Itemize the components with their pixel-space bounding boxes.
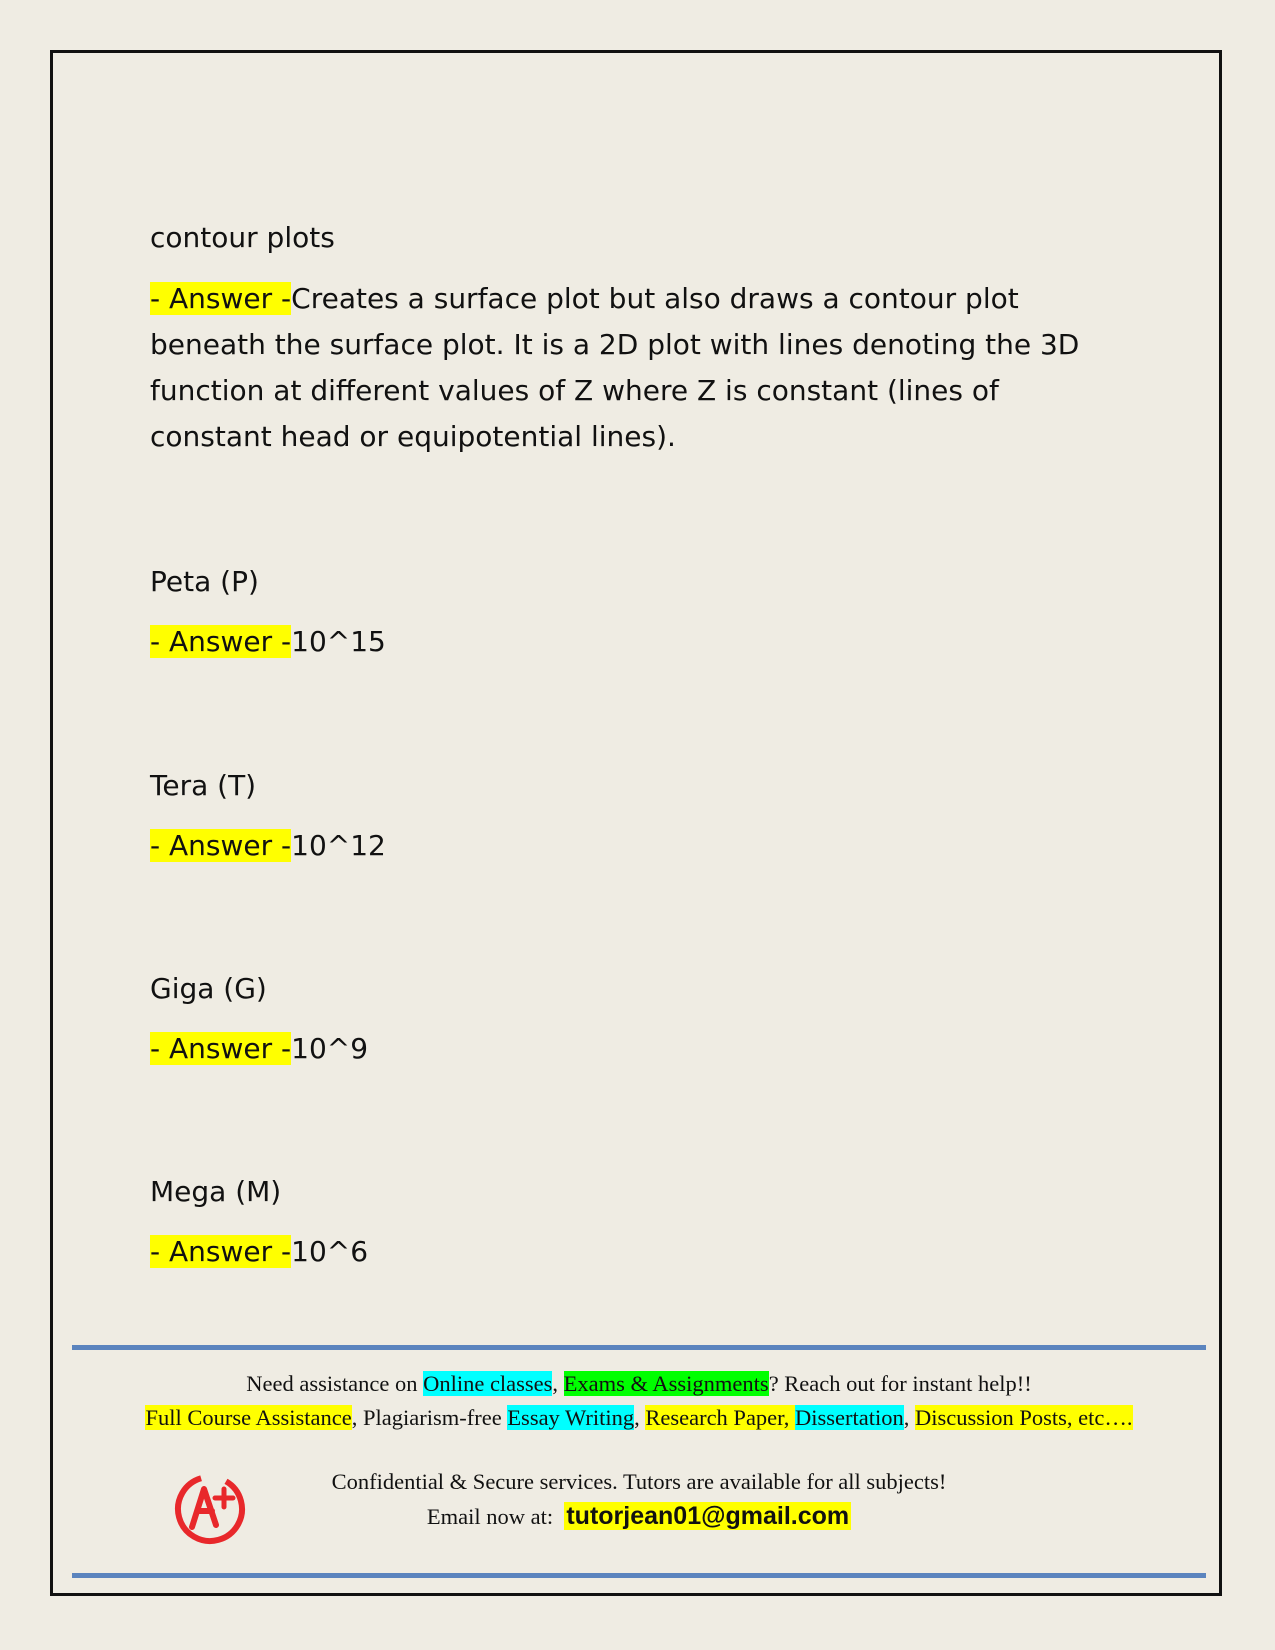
answer-label: - Answer - <box>150 829 292 862</box>
qa-entry <box>150 564 1120 665</box>
qa-entry <box>150 220 1120 460</box>
footer-bottom-rule <box>72 1573 1206 1578</box>
footer-text: ? Reach out for instant help!! <box>768 1371 1032 1396</box>
online-classes-highlight: Online classes <box>423 1371 553 1396</box>
answer-text <box>150 1228 1120 1275</box>
qa-entry <box>150 971 1120 1072</box>
full-course-highlight: Full Course Assistance <box>145 1405 352 1430</box>
research-paper-highlight: Research Paper, <box>645 1405 796 1430</box>
qa-entry <box>150 768 1120 869</box>
footer-line-1 <box>72 1367 1206 1401</box>
answer-label: - Answer - <box>150 1032 292 1065</box>
footer-text: , <box>634 1405 646 1430</box>
answer-label: - Answer - <box>150 1235 292 1268</box>
footer-text: , Plagiarism-free <box>351 1405 508 1430</box>
answer-text <box>150 822 1120 869</box>
email-address[interactable]: tutorjean01@gmail.com <box>566 1502 850 1530</box>
footer-text: , <box>903 1405 915 1430</box>
qa-entry <box>150 1174 1120 1275</box>
footer-line-2 <box>72 1401 1206 1435</box>
answer-text <box>150 1025 1120 1072</box>
footer-email-line <box>72 1499 1206 1534</box>
email-label: Email now at: <box>426 1504 565 1529</box>
answer-value: 10^6 <box>291 1235 369 1268</box>
question-text: contour plots <box>150 221 335 254</box>
discussion-posts-highlight: Discussion Posts, etc…. <box>915 1405 1133 1430</box>
answer-label: - Answer - <box>150 282 292 315</box>
answer-value: 10^9 <box>291 1032 369 1065</box>
answer-value: Creates a surface plot but also draws a contour plot beneath the surface plot. It is a 2D plot with lines denoting the 3D function at different values of Z where Z is constant (lines of constant head or equipotential lines). <box>150 282 1080 453</box>
answer-text <box>150 618 1120 665</box>
exams-assignments-highlight: Exams & Assignments <box>563 1371 769 1396</box>
footer-text: Need assistance on <box>246 1371 424 1396</box>
dissertation-highlight: Dissertation <box>795 1405 904 1430</box>
question-text: Giga (G) <box>150 972 267 1005</box>
question-text: Peta (P) <box>150 565 259 598</box>
footer-text: , <box>552 1371 564 1396</box>
answer-text <box>150 276 1120 460</box>
footer-top-rule <box>72 1345 1206 1350</box>
answer-value: 10^12 <box>291 829 386 862</box>
essay-writing-highlight: Essay Writing <box>507 1405 635 1430</box>
answer-label: - Answer - <box>150 625 292 658</box>
question-text: Mega (M) <box>150 1175 282 1208</box>
question-text: Tera (T) <box>150 769 257 802</box>
footer-line-3: Confidential & Secure services. Tutors are available for all subjects! <box>331 1469 947 1494</box>
answer-value: 10^15 <box>291 625 386 658</box>
